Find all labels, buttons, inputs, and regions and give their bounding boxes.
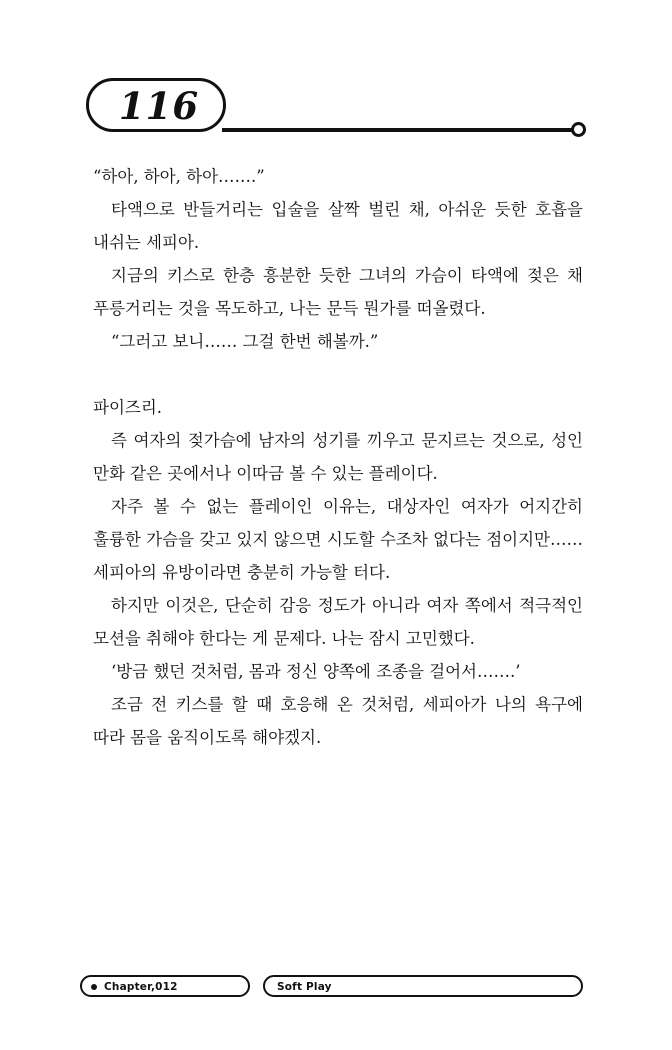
header-rule bbox=[222, 128, 578, 132]
paragraph: “하아, 하아, 하아…….” bbox=[93, 167, 265, 186]
paragraph: 지금의 키스로 한층 흥분한 듯한 그녀의 가슴이 타액에 젖은 채 푸릉거리는 것을 목도하고, 나는 문득 뭔가를 떠올렸다. bbox=[93, 266, 583, 318]
page-number-pill bbox=[86, 78, 226, 132]
page-body bbox=[93, 160, 583, 754]
section-badge bbox=[263, 975, 583, 997]
chapter-label: Chapter,012 bbox=[104, 981, 178, 993]
paragraph: 파이즈리. bbox=[93, 398, 163, 417]
paragraph: ‘방금 했던 것처럼, 몸과 정신 양쪽에 조종을 걸어서…….’ bbox=[111, 662, 521, 681]
bullet-icon bbox=[91, 984, 97, 990]
paragraph: 하지만 이것은, 단순히 감응 정도가 아니라 여자 쪽에서 적극적인 모션을 취해야 한다는 게 문제다. 나는 잠시 고민했다. bbox=[93, 596, 583, 648]
paragraph: 자주 볼 수 없는 플레이인 이유는, 대상자인 여자가 어지간히 훌륭한 가슴을 갖고 있지 않으면 시도할 수조차 없다는 점이지만…… 세피아의 유방이라면 충분히 가능할 터다. bbox=[93, 497, 583, 582]
page-number: 116 bbox=[118, 84, 200, 128]
header-end-dot-icon bbox=[571, 122, 586, 137]
paragraph: 즉 여자의 젖가슴에 남자의 성기를 끼우고 문지르는 것으로, 성인 만화 같은 곳에서나 이따금 볼 수 있는 플레이다. bbox=[93, 431, 583, 483]
paragraph: “그러고 보니…… 그걸 한번 해볼까.” bbox=[111, 332, 379, 351]
page-footer bbox=[0, 975, 672, 1015]
paragraph: 조금 전 키스를 할 때 호응해 온 것처럼, 세피아가 나의 욕구에 따라 몸을 움직이도록 해야겠지. bbox=[93, 695, 583, 747]
paragraph: 타액으로 반들거리는 입술을 살짝 벌린 채, 아쉬운 듯한 호흡을 내쉬는 세피아. bbox=[93, 200, 583, 252]
page-header bbox=[0, 78, 672, 148]
chapter-badge bbox=[80, 975, 250, 997]
section-label: Soft Play bbox=[277, 981, 332, 993]
